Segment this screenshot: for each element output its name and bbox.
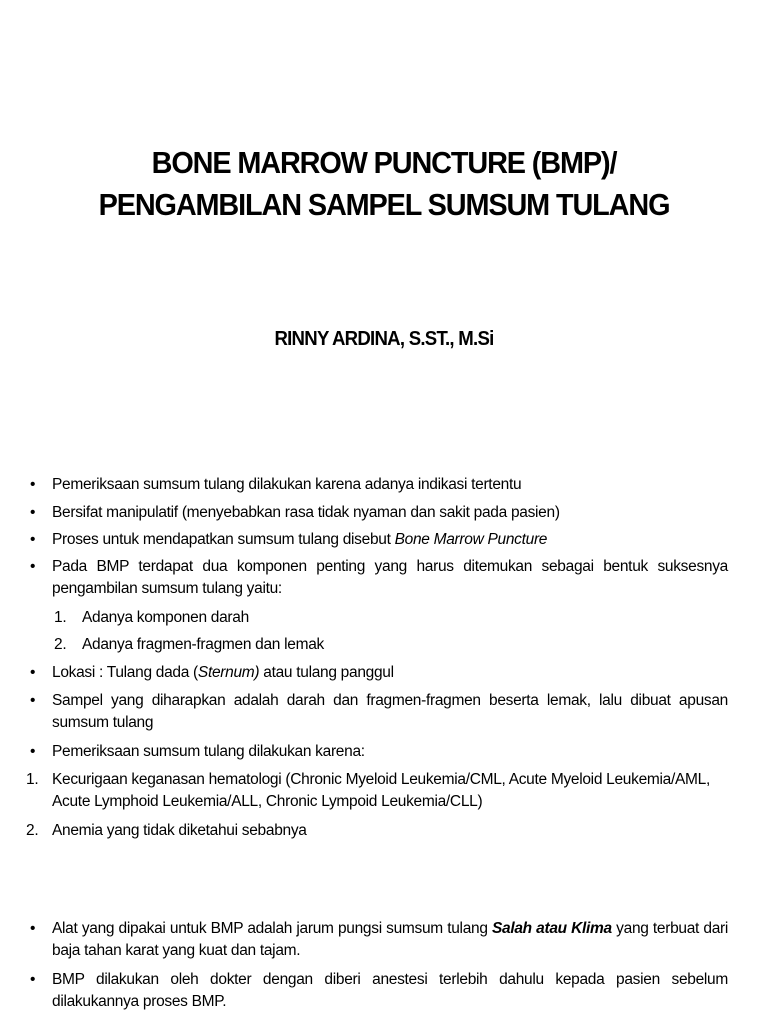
bullet-marker: • — [30, 504, 36, 521]
item-emphasis: Salah atau Klima — [491, 920, 612, 937]
number-marker: 2. — [54, 636, 67, 653]
bullet-marker: • — [30, 920, 36, 937]
item-text: Pada BMP terdapat dua komponen penting yang harus ditemukan sebagai bentuk suksesnya pengambilan sumsum tulang yaitu: — [52, 558, 728, 597]
item-text: atau tulang panggul — [259, 664, 394, 681]
list-item — [30, 529, 728, 551]
item-text: Anemia yang tidak diketahui sebabnya — [52, 822, 307, 839]
item-text: Kecurigaan keganasan hematologi (Chronic Myeloid Leukemia/CML, Acute Myeloid Leukemia/AML, Acute Lymphoid Leukemia/ALL, Chronic Lympoid Leukemia/CLL) — [52, 771, 710, 810]
item-text: Adanya komponen darah — [82, 609, 249, 626]
list-item — [30, 969, 728, 1013]
title-line-2: PENGAMBILAN SAMPEL SUMSUM TULANG — [98, 187, 670, 222]
list-item — [30, 502, 728, 524]
item-text: BMP dilakukan oleh dokter dengan diberi anestesi terlebih dahulu kepada pasien sebelum dilakukannya proses BMP. — [52, 971, 728, 1010]
bullet-marker: • — [30, 664, 36, 681]
list-item — [30, 662, 728, 684]
item-text: Adanya fragmen-fragmen dan lemak — [82, 636, 324, 653]
title-line-1: BONE MARROW PUNCTURE (BMP)/ — [151, 145, 617, 180]
list-item — [30, 741, 728, 763]
list-item — [30, 556, 728, 600]
bullet-marker: • — [30, 531, 36, 548]
bullet-marker: • — [30, 476, 36, 493]
item-text: Pemeriksaan sumsum tulang dilakukan karena adanya indikasi tertentu — [52, 476, 522, 493]
page-title — [27, 142, 741, 226]
numbered-item — [26, 769, 728, 813]
bullet-marker: • — [30, 692, 36, 709]
list-item — [30, 918, 729, 962]
sub-list-item — [54, 634, 324, 656]
item-text: Pemeriksaan sumsum tulang dilakukan karena: — [52, 743, 365, 760]
list-item — [30, 690, 728, 734]
number-marker: 1. — [54, 609, 67, 626]
item-text: Lokasi : Tulang dada ( — [52, 664, 198, 681]
item-emphasis: Sternum) — [197, 664, 260, 681]
bullet-marker: • — [30, 971, 36, 988]
item-text: Bersifat manipulatif (menyebabkan rasa tidak nyaman dan sakit pada pasien) — [52, 504, 560, 521]
item-text: yang terbuat dari baja tahan karat yang kuat dan tajam. — [52, 920, 729, 959]
item-text: Sampel yang diharapkan adalah darah dan fragmen-fragmen beserta lemak, lalu dibuat apusan sumsum tulang — [52, 692, 728, 731]
sub-list-item — [54, 607, 249, 629]
item-text: Alat yang dipakai untuk BMP adalah jarum pungsi sumsum tulang — [52, 920, 492, 937]
list-item — [30, 474, 728, 496]
numbered-item — [26, 820, 728, 842]
number-marker: 2. — [26, 822, 39, 839]
bullet-marker: • — [30, 743, 36, 760]
author-name: RINNY ARDINA, S.ST., M.Si — [274, 328, 494, 350]
number-marker: 1. — [26, 771, 39, 788]
item-emphasis: Bone Marrow Puncture — [394, 531, 548, 548]
item-text: Proses untuk mendapatkan sumsum tulang disebut — [52, 531, 395, 548]
bullet-marker: • — [30, 558, 36, 575]
